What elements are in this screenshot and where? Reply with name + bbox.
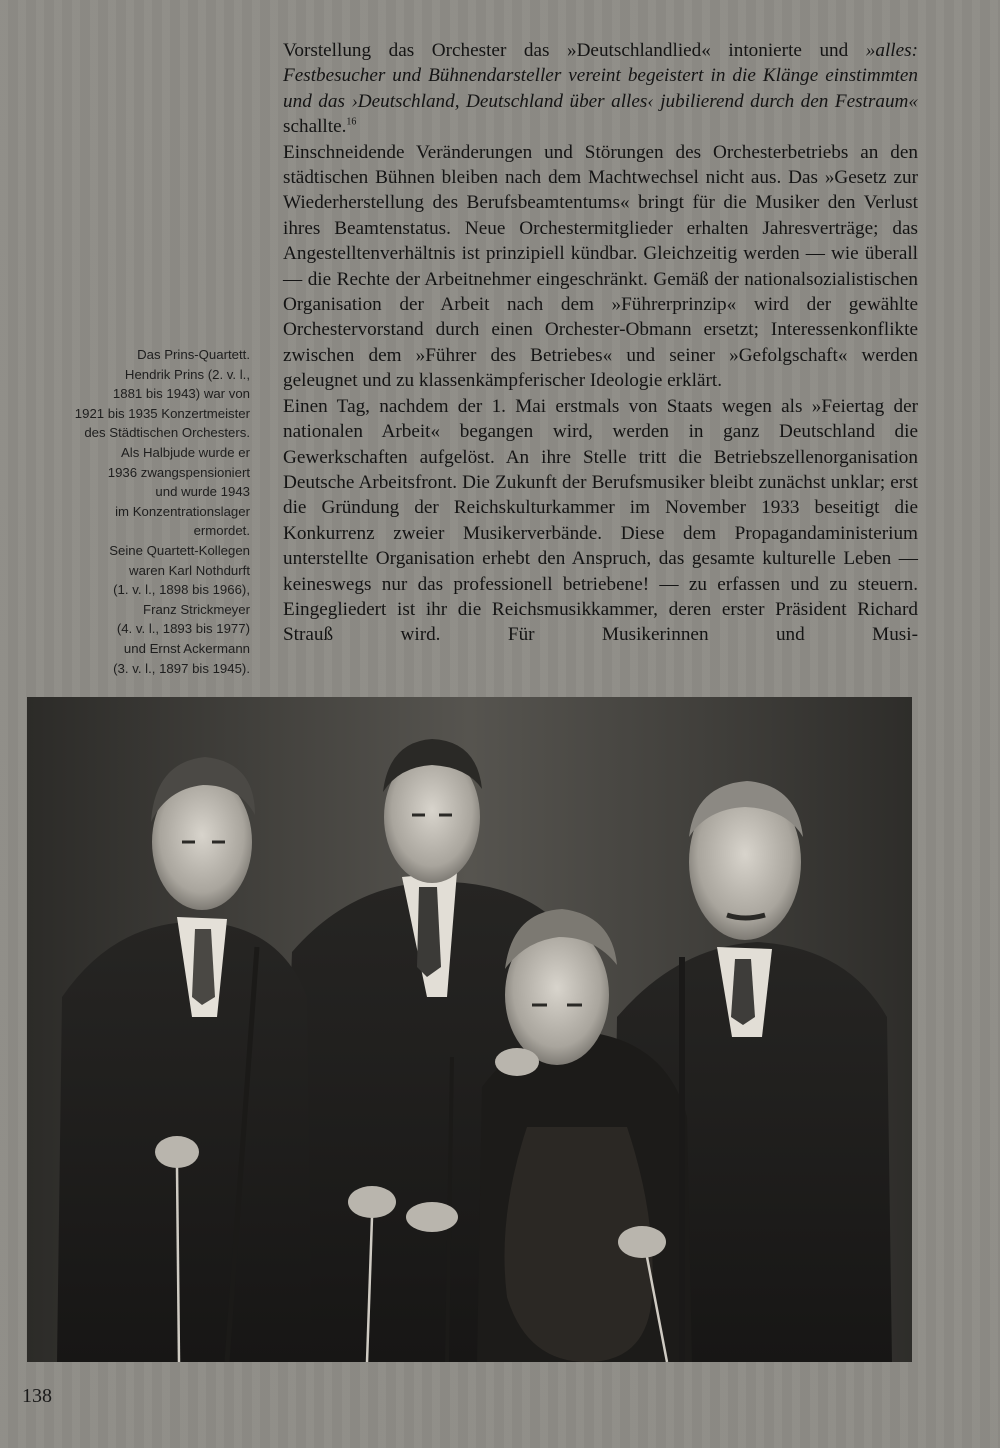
caption-line: 1921 bis 1935 Konzertmeister xyxy=(74,405,250,421)
paragraph-1-start: Vorstellung das Orchester das »Deutschlandlied« intonierte und xyxy=(283,40,866,61)
caption-line: Das Prins-Quartett. xyxy=(137,347,250,362)
caption-line: (4. v. l., 1893 bis 1977) xyxy=(116,621,250,637)
caption-line: des Städtischen Orchesters. xyxy=(84,425,250,441)
caption-line: Seine Quartett-Kollegen xyxy=(109,542,250,558)
page-number: 138 xyxy=(22,1385,52,1407)
body-text xyxy=(283,38,918,648)
caption-line: Franz Strickmeyer xyxy=(143,601,250,617)
caption-line: ermordet. xyxy=(193,523,250,539)
quartet-photo-illustration xyxy=(27,697,912,1362)
caption-line: Als Halbjude wurde er xyxy=(120,444,250,460)
caption-line: Hendrik Prins (2. v. l., xyxy=(124,366,250,382)
caption-line: und Ernst Ackermann xyxy=(123,640,250,656)
quartet-photo xyxy=(27,697,912,1362)
caption-line: 1936 zwangspensioniert xyxy=(107,464,250,480)
paragraph-1 xyxy=(283,38,918,140)
caption-line: im Konzentrationslager xyxy=(115,503,250,519)
photo-caption xyxy=(15,345,250,678)
caption-line: 1881 bis 1943) war von xyxy=(112,386,250,402)
footnote-marker: 16 xyxy=(346,116,357,128)
paragraph-2: Einschneidende Veränderungen und Störungen des Orchesterbetriebs an den städtischen Bühnen bleiben nach dem Machtwechsel nicht aus. Das »Gesetz zur Wiederherstellung des Berufsbeamtentums« bringt für die Musiker den Verlust ihres Beamtenstatus. Neue Orchestermitglieder erhalten Jahresverträge; das Angestelltenverhältnis ist prinzipiell kündbar. Gleichzeitig werden — wie überall — die Rechte der Arbeitnehmer eingeschränkt. Gemäß der nationalsozialistischen Organisation der Arbeit nach dem »Führerprinzip« wird der gewählte Orchestervorstand durch einen Orchester-Obmann ersetzt; Interessenkonflikte zwischen dem »Führer des Betriebes« und seiner »Gefolgschaft« werden geleugnet und zu klassenkämpferischer Ideologie erklärt. xyxy=(283,141,918,392)
caption-line: und wurde 1943 xyxy=(155,484,250,500)
paragraph-3: Einen Tag, nachdem der 1. Mai erstmals von Staats wegen als »Feiertag der nationalen Arbeit« begangen wird, werden in ganz Deutschland die Gewerkschaften aufgelöst. An ihre Stelle tritt die Betriebszellenorganisation Deutsche Arbeitsfront. Die Zukunft der Berufsmusiker bleibt zunächst unklar; erst die Gründung der Reichskulturkammer im November 1933 beseitigt die Konkurrenz zweier Musikerverbände. Diese dem Propagandaministerium unterstellte Organisation erhebt den Anspruch, das gesamte kulturelle Leben — keineswegs nur das professionell betriebene! — zu erfassen und zu steuern. Eingegliedert ist ihr die Reichsmusikkammer, deren erster Präsident Richard Strauß wird. Für Musikerinnen und Musi- xyxy=(283,395,918,646)
caption-line: (1. v. l., 1898 bis 1966), xyxy=(113,582,250,598)
quotation-italic: »alles: Festbesucher und Bühnendarsteller vereint begeistert in die Klänge einstimmten und das ›Deutschland, Deutschland über alles‹ jubilierend durch den Festraum« xyxy=(283,40,918,112)
paragraph-1-end: schallte. xyxy=(283,116,347,138)
caption-line: (3. v. l., 1897 bis 1945). xyxy=(113,660,250,676)
caption-line: waren Karl Nothdurft xyxy=(129,562,250,578)
